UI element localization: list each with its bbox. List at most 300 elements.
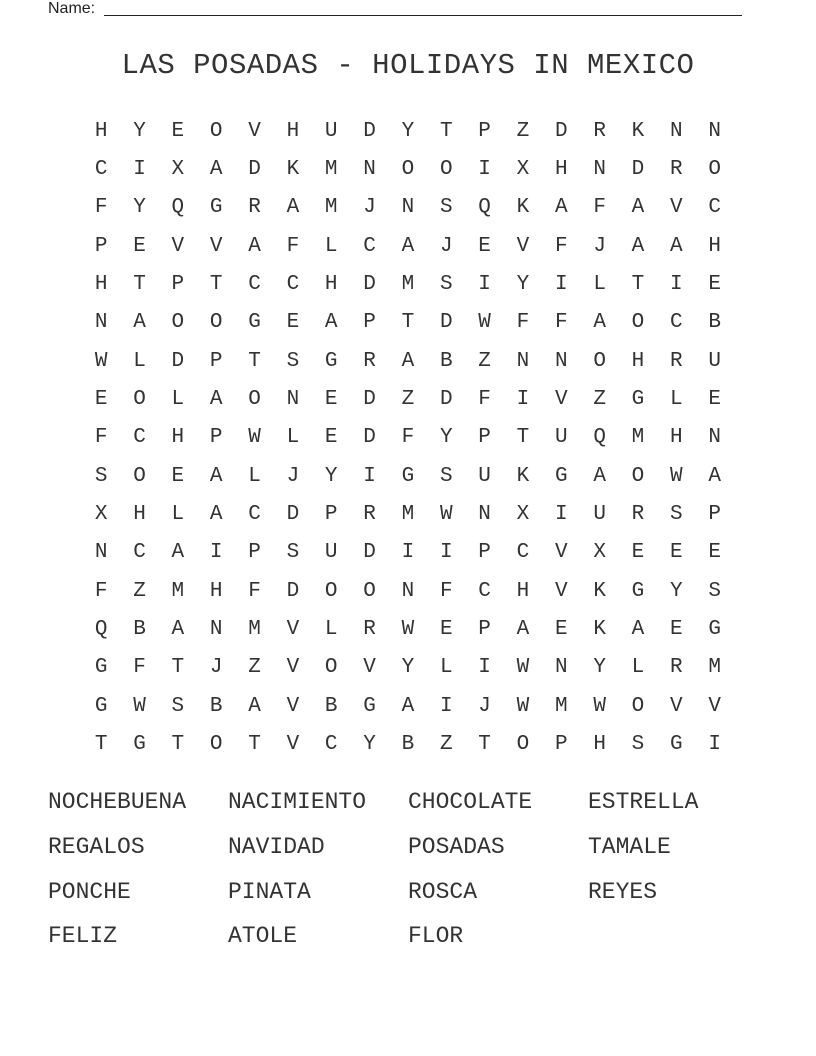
grid-letter: D — [631, 158, 645, 182]
grid-letter: A — [593, 464, 606, 488]
grid-letter: T — [94, 733, 108, 757]
grid-letter: M — [324, 196, 338, 220]
grid-letter: O — [363, 579, 376, 603]
grid-letter: H — [670, 426, 683, 450]
grid-letter: V — [286, 694, 300, 718]
grid-letter: E — [439, 618, 453, 642]
grid-letter: N — [708, 119, 721, 143]
grid-letter: D — [363, 541, 376, 565]
grid-letter: E — [708, 273, 721, 297]
grid-letter: S — [94, 464, 108, 488]
grid-row — [82, 495, 734, 533]
grid-letter: V — [171, 234, 185, 258]
grid-letter: T — [248, 733, 261, 757]
word-bank-item: POSADAS — [408, 834, 505, 861]
grid-letter: K — [593, 579, 606, 603]
grid-letter: S — [171, 694, 185, 718]
grid-letter: M — [401, 273, 415, 297]
grid-letter: G — [401, 464, 415, 488]
grid-letter: U — [324, 541, 338, 565]
grid-letter: H — [94, 273, 108, 297]
grid-letter: I — [439, 694, 453, 718]
grid-letter: P — [209, 426, 223, 450]
grid-letter: V — [708, 694, 721, 718]
grid-letter: Y — [363, 733, 376, 757]
grid-letter: V — [670, 196, 683, 220]
worksheet-title: LAS POSADAS - HOLIDAYS IN MEXICO — [121, 49, 695, 82]
grid-letter: A — [631, 618, 645, 642]
grid-letter: O — [133, 388, 146, 412]
grid-letter: A — [171, 618, 185, 642]
word-bank-item: ROSCA — [408, 878, 478, 905]
grid-letter: A — [401, 234, 415, 258]
grid-letter: P — [209, 349, 223, 373]
grid-row — [82, 380, 734, 418]
grid-letter: N — [401, 196, 415, 220]
grid-letter: S — [439, 196, 453, 220]
grid-letter: N — [516, 349, 530, 373]
grid-letter: I — [516, 388, 530, 412]
grid-letter: H — [593, 733, 606, 757]
grid-letter: U — [324, 119, 338, 143]
grid-letter: P — [363, 311, 376, 335]
grid-letter: H — [554, 158, 568, 182]
grid-letter: A — [708, 464, 721, 488]
word-bank-item: NACIMIENTO — [228, 789, 367, 816]
grid-letter: G — [248, 311, 261, 335]
grid-letter: E — [670, 618, 683, 642]
grid-letter: S — [439, 464, 453, 488]
word-bank-item: FELIZ — [48, 923, 118, 950]
grid-letter: J — [209, 656, 223, 680]
grid-letter: D — [439, 311, 453, 335]
grid-letter: M — [248, 618, 261, 642]
grid-row — [82, 687, 734, 725]
grid-letter: N — [209, 618, 223, 642]
grid-letter: W — [478, 311, 491, 335]
word-bank-item: FLOR — [408, 923, 464, 950]
word-bank-item: CHOCOLATE — [408, 789, 533, 816]
grid-row — [82, 726, 734, 764]
grid-letter: I — [209, 541, 223, 565]
grid-letter: K — [516, 196, 530, 220]
grid-letter: E — [708, 388, 721, 412]
grid-letter: R — [670, 656, 683, 680]
grid-letter: M — [631, 426, 645, 450]
grid-letter: L — [324, 618, 338, 642]
grid-letter: C — [478, 579, 491, 603]
grid-letter: C — [670, 311, 683, 335]
grid-letter: A — [631, 234, 645, 258]
grid-letter: P — [478, 618, 491, 642]
grid-letter: M — [401, 503, 415, 527]
grid-letter: O — [324, 656, 338, 680]
word-bank-item: NOCHEBUENA — [48, 789, 187, 816]
grid-letter: S — [708, 579, 721, 603]
grid-letter: P — [708, 503, 721, 527]
grid-letter: O — [631, 694, 645, 718]
grid-letter: Z — [478, 349, 491, 373]
grid-letter: N — [708, 426, 721, 450]
grid-letter: W — [94, 349, 108, 373]
grid-letter: N — [363, 158, 376, 182]
grid-letter: D — [363, 426, 376, 450]
grid-letter: V — [286, 733, 300, 757]
grid-letter: W — [439, 503, 453, 527]
grid-letter: O — [324, 579, 338, 603]
grid-letter: N — [478, 503, 491, 527]
grid-letter: W — [516, 694, 530, 718]
grid-letter: N — [593, 158, 606, 182]
grid-letter: P — [478, 426, 491, 450]
grid-letter: Q — [171, 196, 185, 220]
grid-letter: J — [478, 694, 491, 718]
grid-letter: R — [363, 349, 376, 373]
grid-letter: B — [209, 694, 223, 718]
word-bank-item: REGALOS — [48, 834, 145, 861]
grid-letter: S — [670, 503, 683, 527]
grid-letter: G — [363, 694, 376, 718]
grid-letter: E — [94, 388, 108, 412]
grid-letter: L — [593, 273, 606, 297]
grid-letter: V — [209, 234, 223, 258]
grid-letter: N — [670, 119, 683, 143]
grid-letter: I — [439, 541, 453, 565]
grid-letter: K — [631, 119, 645, 143]
grid-letter: W — [593, 694, 606, 718]
name-label: Name: — [48, 0, 96, 17]
grid-letter: M — [554, 694, 568, 718]
word-bank-row — [48, 780, 768, 825]
grid-letter: N — [94, 541, 108, 565]
grid-letter: Y — [133, 119, 146, 143]
grid-letter: A — [209, 464, 223, 488]
grid-letter: H — [286, 119, 300, 143]
grid-letter: S — [631, 733, 645, 757]
grid-letter: E — [324, 426, 338, 450]
grid-letter: A — [209, 503, 223, 527]
grid-letter: G — [631, 579, 645, 603]
grid-letter: B — [401, 733, 415, 757]
grid-letter: I — [478, 273, 491, 297]
grid-letter: A — [554, 196, 568, 220]
grid-letter: W — [516, 656, 530, 680]
grid-letter: J — [286, 464, 300, 488]
grid-letter: V — [286, 656, 300, 680]
grid-letter: P — [248, 541, 261, 565]
grid-letter: W — [670, 464, 683, 488]
grid-letter: X — [171, 158, 185, 182]
grid-letter: R — [670, 349, 683, 373]
word-search-grid — [82, 112, 734, 764]
grid-letter: F — [286, 234, 300, 258]
grid-letter: E — [286, 311, 300, 335]
grid-letter: E — [670, 541, 683, 565]
grid-letter: D — [171, 349, 185, 373]
grid-letter: C — [133, 426, 146, 450]
grid-letter: V — [554, 579, 568, 603]
grid-letter: E — [324, 388, 338, 412]
grid-letter: H — [209, 579, 223, 603]
grid-letter: V — [363, 656, 376, 680]
grid-letter: G — [94, 656, 108, 680]
grid-letter: O — [133, 464, 146, 488]
grid-letter: W — [248, 426, 261, 450]
grid-letter: E — [133, 234, 146, 258]
grid-letter: L — [248, 464, 261, 488]
grid-letter: Z — [248, 656, 261, 680]
grid-letter: G — [708, 618, 721, 642]
grid-letter: W — [401, 618, 415, 642]
grid-letter: N — [94, 311, 108, 335]
grid-letter: L — [439, 656, 453, 680]
grid-letter: L — [286, 426, 300, 450]
grid-letter: Y — [324, 464, 338, 488]
grid-letter: L — [171, 503, 185, 527]
grid-row — [82, 610, 734, 648]
grid-letter: I — [554, 273, 568, 297]
grid-letter: G — [670, 733, 683, 757]
grid-letter: I — [401, 541, 415, 565]
grid-letter: F — [554, 311, 568, 335]
grid-letter: O — [209, 733, 223, 757]
grid-letter: T — [401, 311, 415, 335]
grid-letter: X — [516, 503, 530, 527]
grid-letter: C — [516, 541, 530, 565]
grid-letter: B — [324, 694, 338, 718]
grid-letter: L — [670, 388, 683, 412]
grid-letter: V — [670, 694, 683, 718]
grid-letter: P — [324, 503, 338, 527]
grid-letter: U — [478, 464, 491, 488]
word-bank-item: PINATA — [228, 878, 311, 905]
word-bank-item: ESTRELLA — [588, 789, 699, 816]
grid-letter: H — [631, 349, 645, 373]
grid-letter: Y — [133, 196, 146, 220]
word-bank — [48, 780, 768, 959]
grid-letter: M — [171, 579, 185, 603]
grid-letter: N — [554, 656, 568, 680]
grid-row — [82, 150, 734, 188]
grid-letter: Y — [670, 579, 683, 603]
grid-letter: V — [248, 119, 261, 143]
grid-letter: F — [439, 579, 453, 603]
grid-row — [82, 457, 734, 495]
grid-letter: Q — [94, 618, 108, 642]
grid-letter: D — [439, 388, 453, 412]
grid-letter: Y — [401, 656, 415, 680]
grid-letter: T — [171, 656, 185, 680]
grid-letter: P — [478, 541, 491, 565]
grid-letter: O — [171, 311, 185, 335]
grid-letter: A — [209, 388, 223, 412]
grid-letter: N — [286, 388, 300, 412]
grid-letter: H — [94, 119, 108, 143]
grid-letter: O — [248, 388, 261, 412]
word-bank-item: PONCHE — [48, 878, 131, 905]
grid-letter: S — [439, 273, 453, 297]
grid-letter: O — [209, 119, 223, 143]
grid-letter: R — [631, 503, 645, 527]
grid-letter: H — [133, 503, 146, 527]
grid-letter: L — [133, 349, 146, 373]
grid-row — [82, 189, 734, 227]
grid-row — [82, 342, 734, 380]
grid-letter: I — [478, 656, 491, 680]
grid-letter: F — [94, 579, 108, 603]
grid-letter: T — [631, 273, 645, 297]
grid-letter: F — [516, 311, 530, 335]
grid-letter: A — [401, 694, 415, 718]
grid-letter: O — [516, 733, 530, 757]
grid-letter: K — [593, 618, 606, 642]
grid-letter: A — [401, 349, 415, 373]
grid-letter: O — [708, 158, 721, 182]
grid-letter: X — [94, 503, 108, 527]
grid-letter: C — [324, 733, 338, 757]
grid-letter: G — [94, 694, 108, 718]
grid-letter: T — [439, 119, 453, 143]
grid-letter: T — [209, 273, 223, 297]
grid-letter: W — [133, 694, 146, 718]
word-bank-row — [48, 869, 768, 914]
grid-letter: A — [171, 541, 185, 565]
grid-letter: F — [248, 579, 261, 603]
grid-letter: E — [631, 541, 645, 565]
grid-letter: X — [516, 158, 530, 182]
grid-letter: L — [631, 656, 645, 680]
grid-letter: L — [324, 234, 338, 258]
grid-letter: G — [324, 349, 338, 373]
grid-letter: I — [670, 273, 683, 297]
grid-row — [82, 265, 734, 303]
grid-row — [82, 112, 734, 150]
grid-letter: A — [324, 311, 338, 335]
grid-letter: C — [248, 273, 261, 297]
grid-letter: R — [670, 158, 683, 182]
grid-letter: A — [133, 311, 146, 335]
grid-letter: D — [286, 503, 300, 527]
grid-letter: Z — [133, 579, 146, 603]
grid-letter: O — [401, 158, 415, 182]
grid-letter: I — [554, 503, 568, 527]
grid-letter: P — [478, 119, 491, 143]
grid-letter: E — [478, 234, 491, 258]
grid-letter: T — [516, 426, 530, 450]
grid-letter: P — [554, 733, 568, 757]
grid-letter: I — [708, 733, 721, 757]
grid-letter: Q — [478, 196, 491, 220]
grid-letter: K — [286, 158, 300, 182]
grid-letter: C — [286, 273, 300, 297]
grid-letter: B — [133, 618, 146, 642]
grid-letter: J — [439, 234, 453, 258]
grid-letter: D — [363, 119, 376, 143]
grid-letter: J — [593, 234, 606, 258]
grid-letter: Y — [593, 656, 606, 680]
grid-letter: N — [554, 349, 568, 373]
grid-letter: D — [554, 119, 568, 143]
grid-letter: G — [631, 388, 645, 412]
grid-letter: Z — [401, 388, 415, 412]
grid-letter: I — [363, 464, 376, 488]
grid-row — [82, 572, 734, 610]
grid-letter: G — [554, 464, 568, 488]
grid-letter: A — [631, 196, 645, 220]
grid-letter: V — [554, 388, 568, 412]
grid-letter: H — [516, 579, 530, 603]
grid-letter: D — [363, 273, 376, 297]
grid-letter: T — [478, 733, 491, 757]
grid-letter: T — [133, 273, 146, 297]
grid-letter: R — [363, 618, 376, 642]
grid-letter: D — [248, 158, 261, 182]
grid-letter: M — [708, 656, 721, 680]
grid-letter: I — [478, 158, 491, 182]
grid-letter: Y — [401, 119, 415, 143]
grid-letter: M — [324, 158, 338, 182]
grid-letter: F — [401, 426, 415, 450]
grid-letter: F — [478, 388, 491, 412]
grid-row — [82, 649, 734, 687]
grid-letter: F — [94, 426, 108, 450]
grid-letter: R — [363, 503, 376, 527]
grid-letter: O — [439, 158, 453, 182]
grid-letter: P — [171, 273, 185, 297]
grid-letter: N — [401, 579, 415, 603]
word-bank-item: REYES — [588, 878, 658, 905]
grid-letter: G — [209, 196, 223, 220]
grid-letter: F — [133, 656, 146, 680]
grid-letter: Z — [516, 119, 530, 143]
grid-letter: G — [133, 733, 146, 757]
grid-letter: O — [631, 464, 645, 488]
grid-letter: S — [286, 349, 300, 373]
grid-letter: R — [593, 119, 606, 143]
grid-letter: Y — [516, 273, 530, 297]
grid-letter: F — [554, 234, 568, 258]
grid-letter: H — [708, 234, 721, 258]
word-bank-item: NAVIDAD — [228, 834, 325, 861]
grid-letter: E — [171, 464, 185, 488]
grid-letter: U — [554, 426, 568, 450]
grid-row — [82, 304, 734, 342]
word-bank-item: ATOLE — [228, 923, 298, 950]
grid-letter: V — [286, 618, 300, 642]
grid-letter: C — [248, 503, 261, 527]
word-bank-item: TAMALE — [588, 834, 671, 861]
word-bank-row — [48, 825, 768, 870]
grid-letter: P — [94, 234, 108, 258]
grid-row — [82, 419, 734, 457]
grid-letter: O — [593, 349, 606, 373]
grid-letter: F — [593, 196, 606, 220]
grid-letter: Z — [593, 388, 606, 412]
grid-letter: O — [209, 311, 223, 335]
grid-letter: B — [708, 311, 721, 335]
grid-letter: A — [670, 234, 683, 258]
grid-letter: J — [363, 196, 376, 220]
grid-letter: T — [171, 733, 185, 757]
grid-letter: T — [248, 349, 261, 373]
grid-letter: F — [94, 196, 108, 220]
grid-letter: L — [171, 388, 185, 412]
grid-letter: H — [324, 273, 338, 297]
grid-letter: E — [554, 618, 568, 642]
grid-letter: V — [554, 541, 568, 565]
grid-letter: O — [631, 311, 645, 335]
grid-letter: A — [248, 234, 261, 258]
